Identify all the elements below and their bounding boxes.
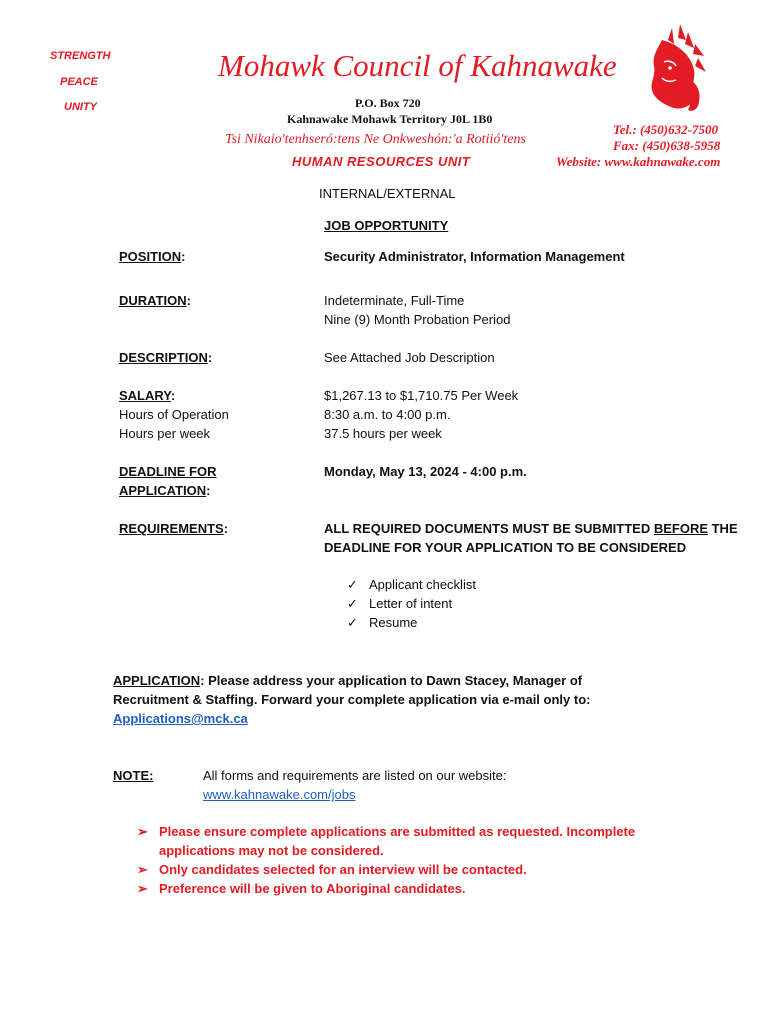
salary-label: SALARY: — [119, 388, 176, 403]
notice-item: ➢ Only candidates selected for an interview will be contacted. — [137, 862, 527, 877]
hours-week-label: Hours per week — [119, 426, 211, 441]
application-line2: Recruitment & Staffing. Forward your complete application via e-mail only to: — [113, 692, 591, 707]
arrow-bullet-icon: ➢ — [137, 862, 148, 877]
tel-number: Tel.: (450)632-7500 — [613, 122, 718, 137]
position-label: POSITION: — [119, 249, 186, 264]
notice-item: ➢ Preference will be given to Aboriginal candidates. — [137, 881, 466, 896]
application-email-link[interactable]: Applications@mck.ca — [113, 711, 248, 726]
fax-number: Fax: (450)638-5958 — [613, 138, 721, 153]
hr-unit-label: HUMAN RESOURCES UNIT — [292, 154, 471, 169]
checklist-item: ✓ Applicant checklist — [347, 577, 476, 592]
job-opportunity-heading: JOB OPPORTUNITY — [324, 218, 449, 233]
description-value: See Attached Job Description — [324, 350, 495, 365]
application-line1: APPLICATION: Please address your application to Dawn Stacey, Manager of — [113, 673, 583, 688]
checklist-item: ✓ Resume — [347, 615, 418, 630]
description-label: DESCRIPTION: — [119, 350, 213, 365]
jobs-website-link[interactable]: www.kahnawake.com/jobs — [203, 787, 356, 802]
hours-operation-label: Hours of Operation — [119, 407, 229, 422]
mohawk-motto: Tsi Nikaio'tenhseró:tens Ne Onkweshón:'a Rotiió'tens — [225, 132, 526, 147]
salary-value: $1,267.13 to $1,710.75 Per Week — [324, 388, 519, 403]
arrow-bullet-icon: ➢ — [137, 881, 148, 896]
motto-strength: STRENGTH — [50, 50, 111, 62]
deadline-value: Monday, May 13, 2024 - 4:00 p.m. — [324, 464, 527, 479]
po-box: P.O. Box 720 — [355, 96, 421, 110]
posting-type: INTERNAL/EXTERNAL — [319, 186, 456, 201]
requirements-line1: ALL REQUIRED DOCUMENTS MUST BE SUBMITTED BEFORE THE — [324, 521, 738, 536]
org-title: Mohawk Council of Kahnawake — [218, 48, 617, 83]
chief-head-logo-icon — [640, 22, 708, 114]
checkmark-icon: ✓ — [347, 596, 358, 611]
hours-week-value: 37.5 hours per week — [324, 426, 442, 441]
requirements-line2: DEADLINE FOR YOUR APPLICATION TO BE CONSIDERED — [324, 540, 687, 555]
deadline-label-line2: APPLICATION: — [119, 483, 211, 498]
deadline-label-line1: DEADLINE FOR — [119, 464, 217, 479]
website-header: Website: www.kahnawake.com — [556, 154, 721, 169]
duration-label: DURATION: — [119, 293, 191, 308]
motto-peace: PEACE — [60, 76, 98, 88]
territory-address: Kahnawake Mohawk Territory J0L 1B0 — [287, 112, 493, 126]
checklist-item: ✓ Letter of intent — [347, 596, 453, 611]
note-text: All forms and requirements are listed on our website: — [203, 768, 507, 783]
position-value: Security Administrator, Information Management — [324, 249, 625, 264]
requirements-label: REQUIREMENTS: — [119, 521, 229, 536]
motto-unity: UNITY — [64, 101, 97, 113]
checkmark-icon: ✓ — [347, 615, 358, 630]
arrow-bullet-icon: ➢ — [137, 824, 148, 839]
duration-line1: Indeterminate, Full-Time — [324, 293, 465, 308]
duration-line2: Nine (9) Month Probation Period — [324, 312, 511, 327]
notice-item: ➢ Please ensure complete applications are submitted as requested. Incomplete applications may not be considered. — [137, 824, 636, 858]
note-label: NOTE: — [113, 768, 154, 783]
checkmark-icon: ✓ — [347, 577, 358, 592]
hours-operation-value: 8:30 a.m. to 4:00 p.m. — [324, 407, 451, 422]
